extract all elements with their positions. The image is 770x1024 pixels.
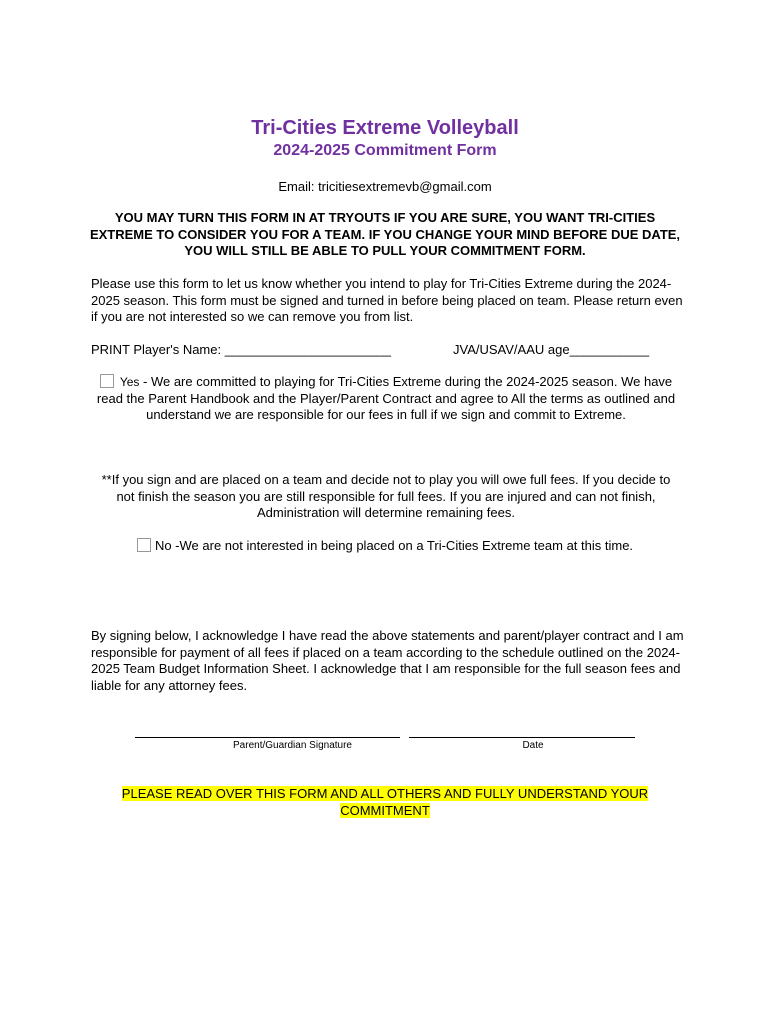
form-subtitle: 2024-2025 Commitment Form bbox=[273, 142, 497, 159]
intro-paragraph: Please use this form to let us know whether you intend to play for Tri-Cities Extreme during the 2024-2025 season. This form must be signed and turned in before being placed on team. Please return even if you are not interested so we can remove you from list. bbox=[91, 276, 683, 325]
date-label: Date bbox=[522, 740, 544, 751]
parent-signature-label: Parent/Guardian Signature bbox=[233, 740, 352, 751]
player-name-field[interactable]: PRINT Player's Name: _______________________ bbox=[91, 342, 392, 357]
date-line[interactable] bbox=[409, 737, 635, 738]
contact-email: Email: tricitiesextremevb@gmail.com bbox=[278, 179, 492, 194]
tryouts-notice: YOU MAY TURN THIS FORM IN AT TRYOUTS IF YOU ARE SURE, YOU WANT TRI-CITIES EXTREME TO CONSIDER YOU FOR A TEAM. IF YOU CHANGE YOUR MIND BEFORE DUE DATE, YOU WILL STILL BE ABLE TO PULL YOUR COMMITMENT FORM. bbox=[89, 210, 681, 259]
final-notice bbox=[95, 786, 675, 819]
yes-checkbox[interactable] bbox=[100, 374, 114, 388]
no-statement: No -We are not interested in being placed on a Tri-Cities Extreme team at this time. bbox=[154, 538, 634, 553]
no-option bbox=[0, 538, 770, 553]
yes-label: Yes bbox=[119, 375, 140, 389]
age-field[interactable]: JVA/USAV/AAU age___________ bbox=[453, 342, 650, 357]
final-notice-text: PLEASE READ OVER THIS FORM AND ALL OTHERS AND FULLY UNDERSTAND YOUR COMMITMENT bbox=[121, 786, 649, 818]
fee-note: **If you sign and are placed on a team and decide not to play you will owe full fees. If you decide to not finish the season you are still responsible for full fees. If you are injured and can not finish, Administration will determine remaining fees. bbox=[101, 472, 671, 521]
acknowledgement-paragraph: By signing below, I acknowledge I have read the above statements and parent/player contract and I am responsible for payment of all fees if placed on a team according to the schedule outlined on the 2024-2025 Team Budget Information Sheet. I acknowledge that I am responsible for the full season fees and liable for any attorney fees. bbox=[91, 628, 684, 693]
page-title: Tri-Cities Extreme Volleyball bbox=[251, 117, 519, 139]
yes-statement: - We are committed to playing for Tri-Cities Extreme during the 2024-2025 season. We have read the Parent Handbook and the Player/Parent Contract and agree to All the terms as outlined and understand we are responsible for our fees in full if we sign and commit to Extreme. bbox=[96, 374, 676, 423]
yes-option bbox=[95, 374, 677, 424]
player-info-row bbox=[91, 342, 691, 357]
no-checkbox[interactable] bbox=[137, 538, 151, 552]
parent-signature-line[interactable] bbox=[135, 737, 400, 738]
